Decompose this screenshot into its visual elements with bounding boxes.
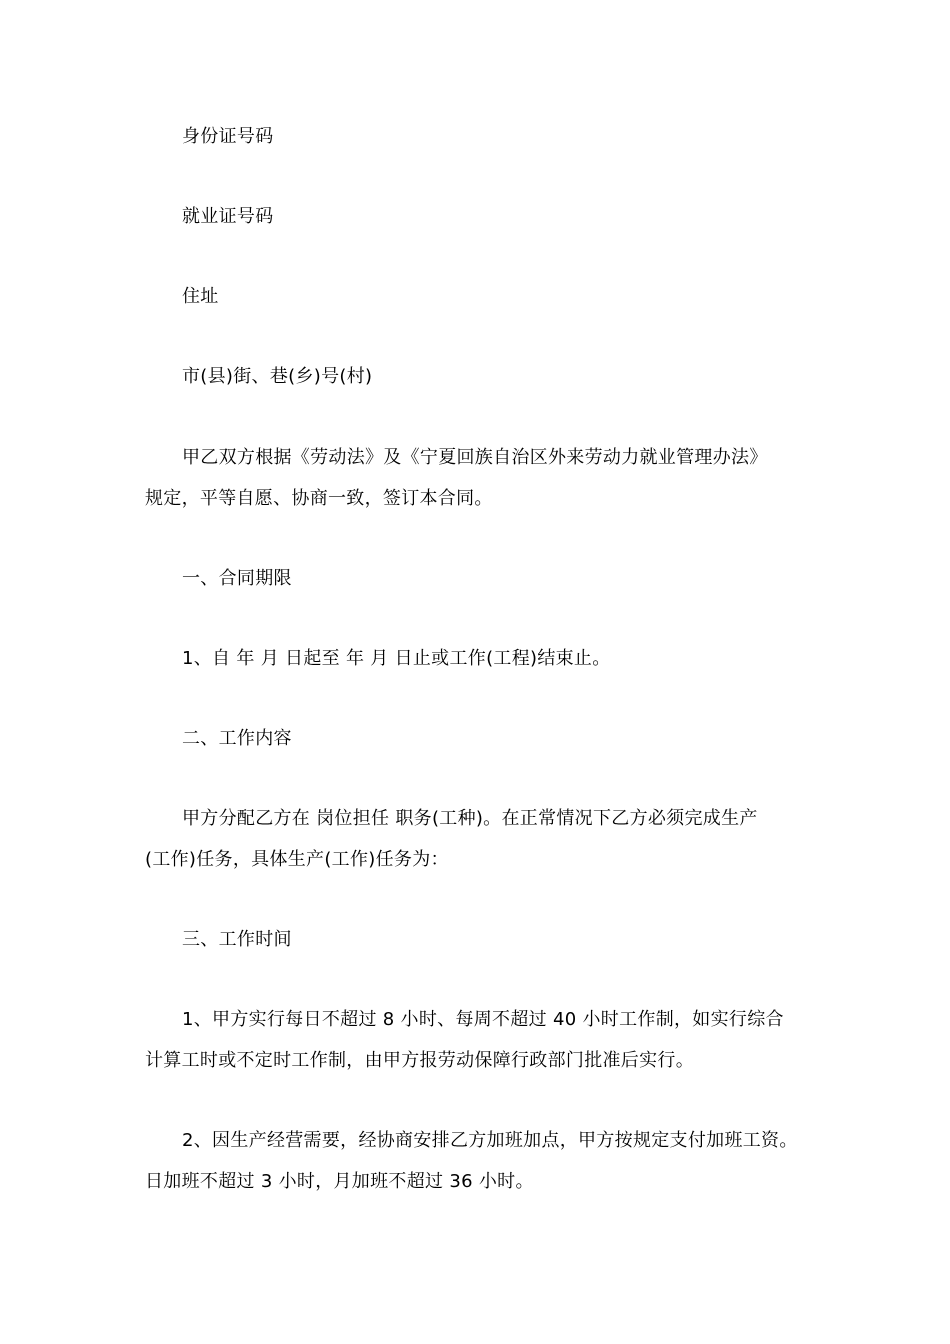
work-hours-clause-1-line-2: 计算工时或不定时工作制，由甲方报劳动保障行政部门批准后实行。 xyxy=(145,1050,694,1071)
address-detail-line: 市(县)街、巷(乡)号(村) xyxy=(182,366,373,387)
id-number-line: 身份证号码 xyxy=(182,126,274,147)
address-line: 住址 xyxy=(182,286,219,307)
preamble-line-1: 甲乙双方根据《劳动法》及《宁夏回族自治区外来劳动力就业管理办法》 xyxy=(182,447,768,468)
work-hours-clause-2-line-1: 2、因生产经营需要，经协商安排乙方加班加点，甲方按规定支付加班工资。 xyxy=(182,1130,798,1151)
work-hours-clause-1-line-1: 1、甲方实行每日不超过 8 小时、每周不超过 40 小时工作制，如实行综合 xyxy=(182,1009,784,1030)
work-hours-clause-2-line-2: 日加班不超过 3 小时，月加班不超过 36 小时。 xyxy=(145,1171,534,1192)
employment-cert-line: 就业证号码 xyxy=(182,206,274,227)
section-heading-1: 一、合同期限 xyxy=(182,568,292,589)
section-heading-3: 三、工作时间 xyxy=(182,929,292,950)
work-content-line-2: (工作)任务，具体生产(工作)任务为： xyxy=(145,849,449,870)
contract-term-clause: 1、自 年 月 日起至 年 月 日止或工作(工程)结束止。 xyxy=(182,648,611,669)
work-content-line-1: 甲方分配乙方在 岗位担任 职务(工种)。在正常情况下乙方必须完成生产 xyxy=(182,808,758,829)
section-heading-2: 二、工作内容 xyxy=(182,728,292,749)
preamble-line-2: 规定，平等自愿、协商一致，签订本合同。 xyxy=(145,488,493,509)
